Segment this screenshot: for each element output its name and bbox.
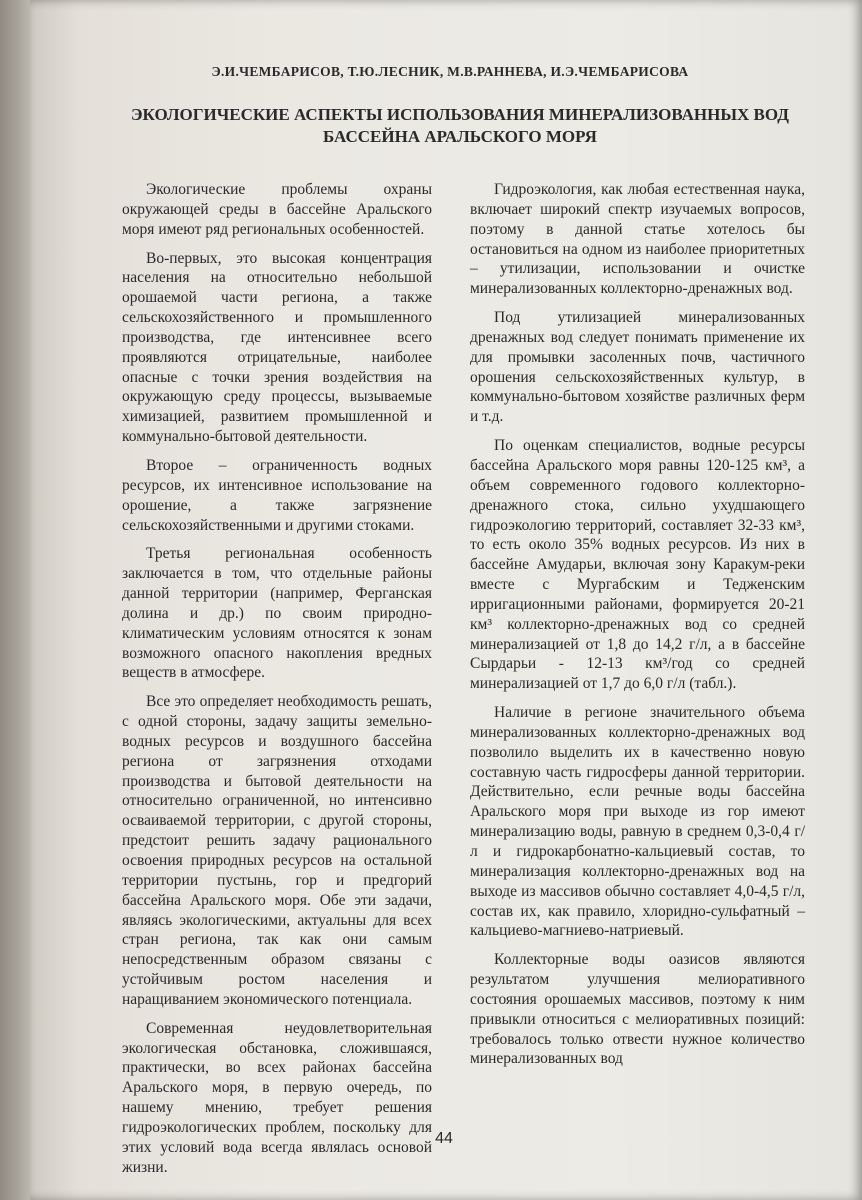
paragraph: Все это определяет необходимость решать, с одной стороны, задачу защиты земельно-водных ресурсов и воздушного бассейна региона от загрязнения отходами производства и бытовой деятельности на относительно ограниченной, но интенсивно осваиваемой территории, с другой стороны, предстоит решить задачу рационального освоения природных ресурсов на остальной территории пустынь, гор и предгорий бассейна Аральского моря. Обе эти задачи, являясь экологическими, актуальны для всех стран региона, так как они самым непосредственным образом связаны с устойчивым ростом населения и наращиванием экономического потенциала. [122, 693, 432, 1008]
paragraph: Экологические проблемы охраны окружающей среды в бассейне Аральского моря имеют ряд региональных особенностей. [122, 181, 432, 238]
paragraph: Под утилизацией минерализованных дренажных вод следует понимать применение их для промывки засоленных почв, частичного орошения сельскохозяйственных культур, в коммунально-бытовом хозяйстве различных ферм и т.д. [470, 309, 805, 426]
right-column [470, 180, 805, 1069]
article-title [100, 104, 820, 148]
paragraph: Второе – ограниченность водных ресурсов, их интенсивное использование на орошение, а также загрязнение сельскохозяйственными и другими стоками. [122, 456, 432, 534]
paragraph: Третья региональная особенность заключается в том, что отдельные районы данной территории (например, Ферганская долина и др.) по своим природно-климатическим условиям относятся к зонам возможного опасного накопления вредных веществ в атмосфере. [122, 545, 432, 682]
paragraph: Коллекторные воды оазисов являются результатом улучшения мелиоративного состояния орошаемых массивов, поэтому к ним привыкли относиться с мелиоративных позиций: требовалось только отвести нужное количество минерализованных вод [470, 951, 805, 1068]
left-column [122, 180, 432, 1178]
authors-line: Э.И.ЧЕМБАРИСОВ, Т.Ю.ЛЕСНИК, М.В.РАННЕВА, И.Э.ЧЕМБАРИСОВА [211, 64, 689, 79]
paragraph: Современная неудовлетворительная экологическая обстановка, сложившаяся, практически, во всех районах бассейна Аральского моря, в первую очередь, по нашему мнению, требует решения гидроэкологических проблем, поскольку для этих условий вода всегда являлась основой жизни. [122, 1019, 432, 1176]
title-line-1: ЭКОЛОГИЧЕСКИЕ АСПЕКТЫ ИСПОЛЬЗОВАНИЯ МИНЕРАЛИЗОВАННЫХ ВОД [131, 105, 789, 124]
page-number: 44 [435, 1130, 453, 1147]
paragraph: Наличие в регионе значительного объема минерализованных коллекторно-дренажных вод позволило выделить их в качественно новую составную часть гидросферы данной территории. Действительно, если речные воды бассейна Аральского моря при выходе из гор имеют минерализацию воды, равную в среднем 0,3-0,4 г/л и гидрокарбонатно-кальциевый состав, то минерализация коллекторно-дренажных вод на выходе из массивов обычно составляет 4,0-4,5 г/л, состав их, как правило, хлоридно-сульфатный – кальциево-магниево-натриевый. [470, 704, 805, 940]
title-line-2: БАССЕЙНА АРАЛЬСКОГО МОРЯ [323, 127, 597, 146]
paragraph: По оценкам специалистов, водные ресурсы бассейна Аральского моря равны 120-125 км³, а объем современного годового коллекторно-дренажного стока, сильно ухудшающего гидроэкологию территорий, составляет 32-33 км³, то есть около 35% водных ресурсов. Из них в бассейне Амударьи, включая зону Каракум-реки вместе с Мургабским и Теджeнским ирригационными районами, формируется 20-21 км³ коллекторно-дренажных вод со средней минерализацией от 1,8 до 14,2 г/л, а в бассейне Сырдарьи - 12-13 км³/год со средней минерализацией от 1,7 до 6,0 г/л (табл.). [470, 437, 805, 693]
paragraph: Гидроэкология, как любая естественная наука, включает широкий спектр изучаемых вопросов, поэтому в данной статье хотелось бы остановиться на одном из наиболее приоритетных – утилизации, использовании и очистке минерализованных коллекторно-дренажных вод. [470, 181, 805, 298]
paragraph: Во-первых, это высокая концентрация населения на относительно небольшой орошаемой части региона, а также сельскохозяйственного и промышленного производства, где интенсивнее всего проявляются отрицательные, наиболее опасные с точки зрения воздействия на окружающую среду процессы, вызываемые химизацией, развитием промышленной и коммунально-бытовой деятельности. [122, 249, 432, 446]
book-spine-edge [0, 0, 30, 1200]
